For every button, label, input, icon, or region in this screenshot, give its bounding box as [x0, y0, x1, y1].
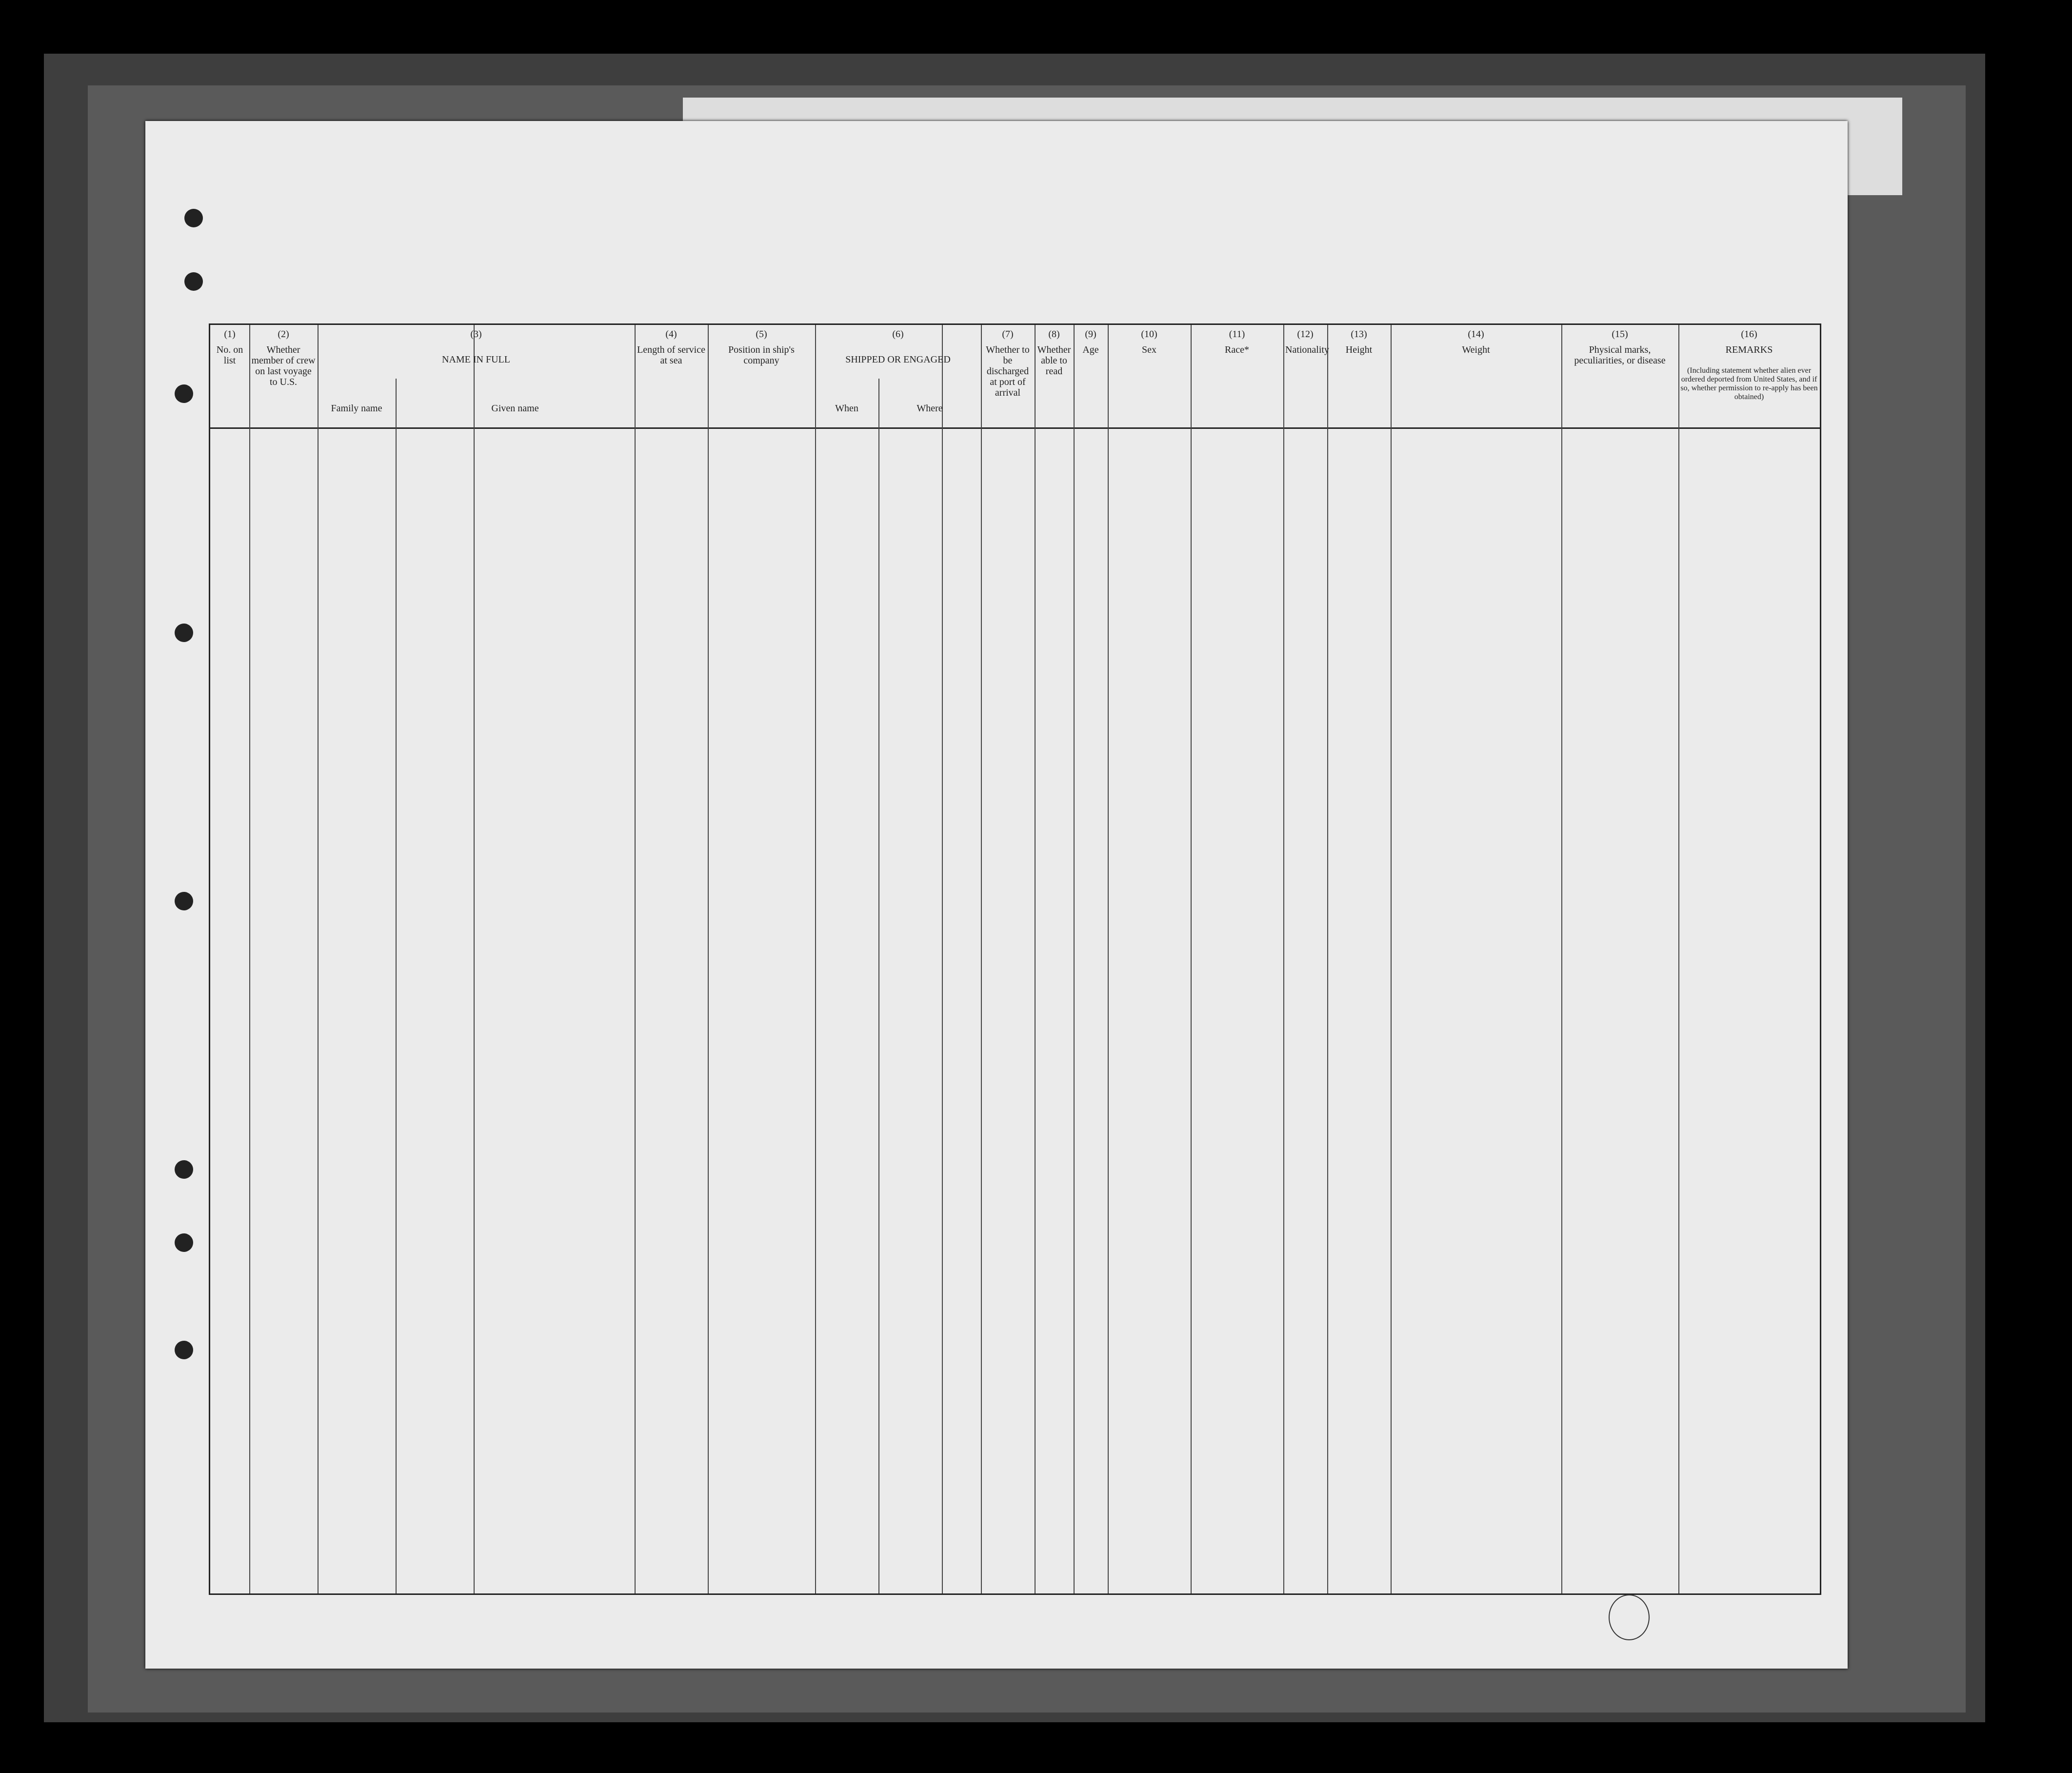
punch-hole — [175, 1341, 193, 1359]
column-number: (1) — [224, 329, 236, 340]
punch-hole — [184, 272, 203, 291]
column-number: (3) — [470, 329, 482, 340]
column-header: Physical marks, peculiarities, or disease — [1574, 344, 1666, 366]
column-divider — [1283, 325, 1284, 1593]
column-number: (13) — [1351, 329, 1367, 340]
column-number: (4) — [665, 329, 677, 340]
column-number: (2) — [278, 329, 289, 340]
column-number: (10) — [1141, 329, 1157, 340]
punch-hole — [184, 209, 203, 227]
manifest-sheet — [145, 121, 1848, 1669]
column-header: Sex — [1142, 344, 1156, 355]
column-divider — [942, 325, 943, 1593]
column-header: SHIPPED OR ENGAGED — [845, 354, 951, 365]
column-header: No. on list — [216, 344, 243, 366]
column-divider — [1108, 325, 1109, 1593]
column-header: Nationality — [1285, 344, 1329, 355]
column-number: (11) — [1229, 329, 1245, 340]
subcolumn-divider — [878, 379, 879, 1593]
column-number: (14) — [1468, 329, 1484, 340]
column-header: Height — [1345, 344, 1373, 355]
column-divider — [318, 325, 319, 1593]
punch-hole — [175, 892, 193, 910]
column-divider — [708, 325, 709, 1593]
column-divider — [1035, 325, 1036, 1593]
column-divider — [981, 325, 982, 1593]
column-divider — [1561, 325, 1562, 1593]
column-subheader: When — [835, 403, 858, 414]
column-header: Race* — [1225, 344, 1249, 355]
column-note: (Including statement whether alien ever ordered deported from United States, and if so, whether permission to re-apply has been obtained) — [1680, 366, 1818, 401]
column-number: (12) — [1297, 329, 1314, 340]
column-header: Age — [1082, 344, 1099, 355]
column-header: Position in ship's company — [728, 344, 795, 366]
column-divider — [1327, 325, 1328, 1593]
subcolumn-divider — [396, 379, 397, 1593]
punch-hole — [175, 1160, 193, 1179]
column-divider — [1191, 325, 1192, 1593]
column-number: (15) — [1612, 329, 1628, 340]
column-header: Whether to be discharged at port of arrival — [986, 344, 1030, 398]
column-subheader: Given name — [491, 403, 539, 414]
column-number: (6) — [892, 329, 904, 340]
column-subheader: Where — [916, 403, 943, 414]
column-header: Weight — [1462, 344, 1490, 355]
circled-count — [1609, 1594, 1650, 1640]
column-header: Length of service at sea — [637, 344, 705, 366]
header-divider — [210, 427, 1820, 429]
column-header: Whether member of crew on last voyage to U.S. — [251, 344, 316, 387]
column-header: Whether able to read — [1037, 344, 1071, 377]
column-divider — [249, 325, 250, 1593]
column-divider — [474, 325, 475, 1593]
punch-hole — [175, 1233, 193, 1252]
crew-table — [209, 323, 1821, 1595]
column-divider — [815, 325, 816, 1593]
column-subheader: Family name — [331, 403, 382, 414]
column-divider — [1074, 325, 1075, 1593]
column-number: (5) — [756, 329, 767, 340]
column-header: NAME IN FULL — [442, 354, 510, 365]
column-divider — [1678, 325, 1679, 1593]
column-number: (16) — [1741, 329, 1757, 340]
punch-hole — [175, 384, 193, 403]
column-divider — [1391, 325, 1392, 1593]
column-number: (7) — [1002, 329, 1014, 340]
column-header: REMARKS — [1725, 344, 1773, 355]
punch-hole — [175, 624, 193, 642]
column-number: (9) — [1085, 329, 1096, 340]
column-divider — [635, 325, 636, 1593]
column-number: (8) — [1048, 329, 1060, 340]
